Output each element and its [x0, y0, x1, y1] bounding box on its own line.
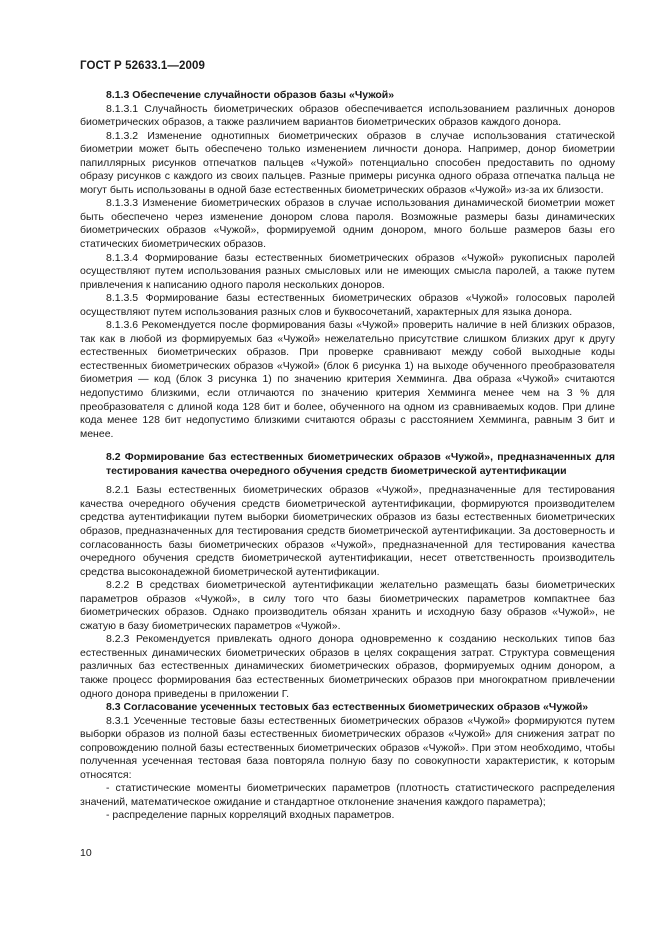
paragraph-8-1-3-5: 8.1.3.5 Формирование базы естественных биометрических образов «Чужой» голосовых паролей осуществляют путем использования разных слов и буквосочетаний, характерных для языка донора. [80, 292, 615, 318]
paragraph-8-2-2: 8.2.2 В средствах биометрической аутентификации желательно размещать базы биометрических параметров образов «Чужой», в силу того что базы биометрических параметров компактнее баз биометрических образов. Однако производитель обязан хранить и исходную базу образов «Чужой», не сжатую в базу биометрических параметров «Чужой». [80, 579, 615, 632]
paragraph-8-3-1: 8.3.1 Усеченные тестовые базы естественных биометрических образов «Чужой» формируются путем выборки образов из полной базы естественных биометрических образов «Чужой» для снижения затрат по сопровождению полной базы естественных биометрических образов «Чужой». При этом необходимо, чтобы полученная усеченная тестовая база повторяла полную базу по совокупности характеристик, к которым относятся: [80, 714, 615, 781]
document-id-header: ГОСТ Р 52633.1—2009 [80, 60, 205, 72]
list-item-statistical-moments: - статистические моменты биометрических параметров (плотность статистического распределения значений, математическое ожидание и стандартное отклонение значения каждого параметра); [80, 782, 615, 808]
paragraph-8-1-3-1: 8.1.3.1 Случайность биометрических образов обеспечивается использованием различных доноров биометрических образов, а также различием вариантов биометрических образов каждого донора. [80, 102, 615, 129]
section-heading-8-3: 8.3 Согласование усеченных тестовых баз естественных биометрических образов «Чужой» [106, 701, 589, 714]
section-heading-8-2: 8.2 Формирование баз естественных биометрических образов «Чужой», предназначенных для тестирования качества очередного обучения средств биометрической аутентификации [106, 451, 615, 477]
paragraph-8-1-3-4: 8.1.3.4 Формирование базы естественных биометрических образов «Чужой» рукописных паролей осуществляют путем использования разных смысловых или не имеющих смысла паролей, а также путем привлечения к написанию одного пароля нескольких доноров. [80, 251, 615, 291]
list-item-pair-correlations: - распределение парных корреляций входных параметров. [106, 809, 395, 822]
section-heading-8-1-3: 8.1.3 Обеспечение случайности образов базы «Чужой» [106, 89, 395, 101]
paragraph-8-1-3-2: 8.1.3.2 Изменение однотипных биометрических образов в случае использования статической биометрии может быть обеспечено только изменением личности донора. Например, донор биометрии папиллярных рисунков отпечатков пальцев «Чужой» потенциально способен предоставить по одному образу рисунков с каждого из своих пальцев. Разные примеры рисунка одного образа отпечатка пальца не могут быть использованы в одной базе естественных биометрических образов «Чужой» из-за их близости. [80, 129, 615, 196]
paragraph-8-1-3-6: 8.1.3.6 Рекомендуется после формирования базы «Чужой» проверить наличие в ней близких образов, так как в любой из формируемых баз «Чужой» нежелательно присутствие слишком близких друг к другу естественных биометрических образов. При проверке сравнивают между собой выходные коды естественных биометрических образов «Чужой» (блок 6 рисунка 1) на выходе обученного преобразователя биометрия — код (блок 3 рисунка 1) по значению критерия Хемминга. Два образа «Чужой» считаются недопустимо близкими, если отличаются по значению критерия Хемминга менее чем на 3 % для преобразователя с длиной кода 128 бит и более, обученного на одном из сравниваемых кодов. При длине кода менее 128 бит недопустимо близкими считаются образы с расстоянием Хемминга, равным 3 бит и менее. [80, 319, 615, 440]
paragraph-8-2-1: 8.2.1 Базы естественных биометрических образов «Чужой», предназначенные для тестирования качества очередного обучения средств биометрической аутентификации, формируются производителем средства аутентификации путем выборки биометрических образов из базы естественных биометрических образов, предназначенных для тестирования средств биометрической аутентификации. За достоверность и согласованность базы биометрических образов «Чужой», предназначенной для тестирования качества очередного обучения средств биометрической аутентификации, несет ответственность производитель средства высоконадежной биометрической аутентификации. [80, 484, 615, 578]
page-number: 10 [80, 847, 92, 859]
document-body [80, 89, 615, 823]
paragraph-8-2-3: 8.2.3 Рекомендуется привлекать одного донора одновременно к созданию нескольких типов баз естественных динамических биометрических образов в целях сокращения затрат. Структура совмещения различных баз естественных динамических биометрических образов, формируемых одним донором, а также процесс формирования баз естественных биометрических образов при многократном привлечении одного донора приведены в приложении Г. [80, 633, 615, 700]
paragraph-8-1-3-3: 8.1.3.3 Изменение биометрических образов в случае использования динамической биометрии может быть обеспечено через изменение донором слова пароля. Возможные размеры базы динамических биометрических образов «Чужой», формируемой одним донором, много больше размеров базы его статических биометрических образов. [80, 197, 615, 251]
